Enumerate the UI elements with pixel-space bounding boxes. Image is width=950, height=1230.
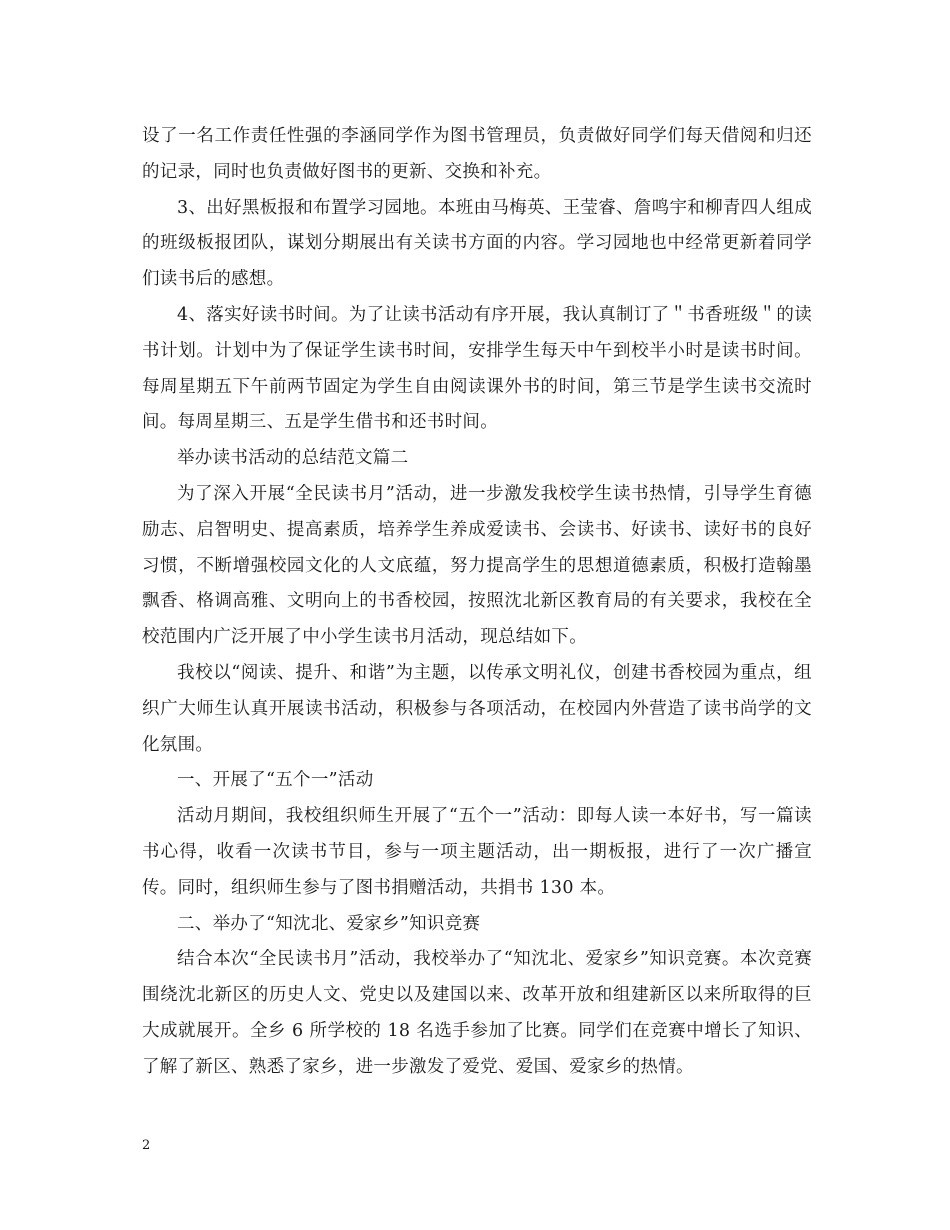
paragraph: 为了深入开展“全民读书月”活动，进一步激发我校学生读书热情，引导学生育德励志、启智明史、提高素质，培养学生养成爱读书、会读书、好读书、读好书的良好习惯，不断增强校园文化的人文底蕴，努力提高学生的思想道德素质，积极打造翰墨飘香、格调高雅、文明向上的书香校园，按照沈北新区教育局的有关要求，我校在全校范围内广泛开展了中小学生读书月活动，现总结如下。	[142, 483, 812, 648]
document-body	[142, 119, 812, 1086]
paragraph: 活动月期间，我校组织师生开展了“五个一”活动：即每人读一本好书，写一篇读书心得，收看一次读书节目，参与一项主题活动，出一期板报，进行了一次广播宣传。同时，组织师生参与了图书捐赠活动，共捐书 130 本。	[142, 806, 812, 898]
paragraph: 3、出好黑板报和布置学习园地。本班由马梅英、王莹睿、詹鸣宇和柳青四人组成的班级板报团队，谋划分期展出有关读书方面的内容。学习园地也中经常更新着同学们读书后的感想。	[142, 197, 812, 290]
section-heading: 一、开展了“五个一”活动	[177, 770, 374, 791]
paragraph: 我校以“阅读、提升、和谐”为主题，以传承文明礼仪，创建书香校园为重点，组织广大师生认真开展读书活动，积极参与各项活动，在校园内外营造了读书尚学的文化氛围。	[142, 662, 812, 755]
paragraph: 设了一名工作责任性强的李涵同学作为图书管理员，负责做好同学们每天借阅和归还的记录，同时也负责做好图书的更新、交换和补充。	[142, 126, 812, 182]
paragraph: 结合本次“全民读书月”活动，我校举办了“知沈北、爱家乡”知识竞赛。本次竞赛围绕沈北新区的历史人文、党史以及建国以来、改革开放和组建新区以来所取得的巨大成就展开。全乡 6 所学校的 18 名选手参加了比赛。同学们在竞赛中增长了知识、了解了新区、熟悉了家乡，进一步激发了爱党、爱国、爱家乡的热情。	[142, 949, 812, 1077]
page-number: 2	[142, 1138, 151, 1153]
paragraph: 4、落实好读书时间。为了让读书活动有序开展，我认真制订了＂书香班级＂的读书计划。计划中为了保证学生读书时间，安排学生每天中午到校半小时是读书时间。每周星期五下午前两节固定为学生自由阅读课外书的时间，第三节是学生读书交流时间。每周星期三、五是学生借书和还书时间。	[142, 304, 812, 433]
section-heading: 二、举办了“知沈北、爱家乡”知识竞赛	[177, 913, 481, 934]
section-heading: 举办读书活动的总结范文篇二	[177, 448, 409, 469]
